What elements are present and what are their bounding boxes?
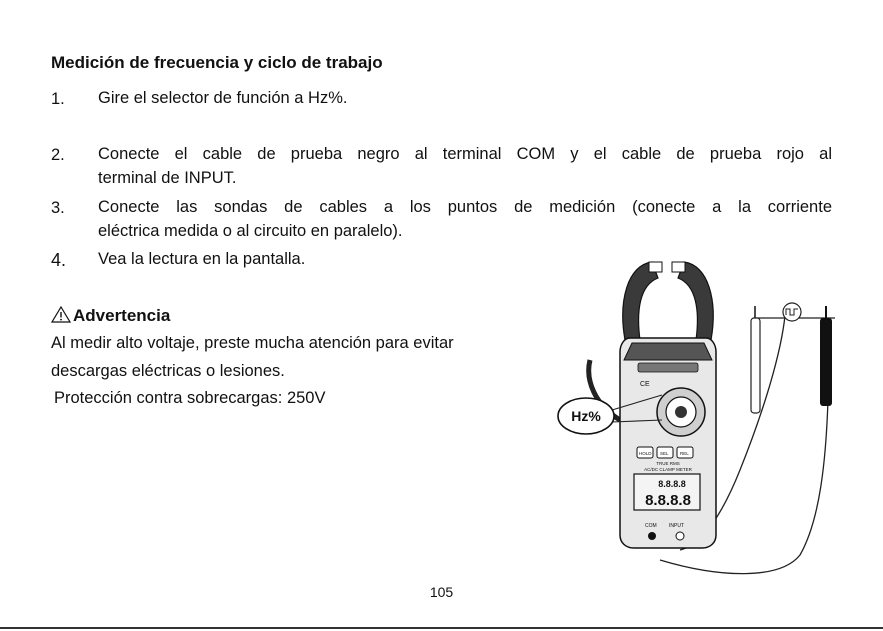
- clamp-meter-figure: [540, 255, 840, 585]
- step-3-number: 3.: [51, 199, 65, 217]
- step-2-line-2: terminal de INPUT.: [98, 169, 237, 187]
- hz-percent-label: Hz%: [571, 408, 601, 424]
- step-2-line-1: Conecte el cable de prueba negro al terminal COM y el cable de prueba rojo al: [98, 145, 832, 163]
- warning-line-2: descargas eléctricas o lesiones.: [51, 362, 285, 380]
- input-terminal-label: INPUT: [669, 523, 684, 529]
- rel-button-label: REL: [680, 451, 689, 456]
- lcd-secondary-reading: 8.8.8.8: [658, 479, 686, 489]
- warning-title-text: Advertencia: [73, 306, 171, 325]
- warning-line-3: Protección contra sobrecargas: 250V: [54, 389, 326, 407]
- bottom-rule: [0, 627, 883, 629]
- warning-line-1: Al medir alto voltaje, preste mucha atención para evitar: [51, 334, 454, 352]
- com-terminal-label: COM: [645, 523, 657, 529]
- step-3-line-2: eléctrica medida o al circuito en paralelo).: [98, 222, 403, 240]
- step-1-text: Gire el selector de función a Hz%.: [98, 89, 348, 107]
- sel-button-label: SEL: [660, 451, 669, 456]
- step-3-line-1: Conecte las sondas de cables a los puntos de medición (conecte a la corriente: [98, 198, 832, 216]
- lcd-main-reading: 8.8.8.8: [645, 492, 691, 509]
- black-probe: [820, 318, 832, 406]
- step-1-number: 1.: [51, 90, 65, 108]
- meter-subheader: AC/DC CLAMP METER: [644, 467, 692, 472]
- section-heading: Medición de frecuencia y ciclo de trabajo: [51, 53, 383, 72]
- warning-icon: [51, 306, 71, 323]
- right-jaw: [678, 262, 713, 340]
- step-2-number: 2.: [51, 146, 65, 164]
- input-terminal: [676, 532, 684, 540]
- warning-title: [51, 306, 170, 326]
- step-4-text: Vea la lectura en la pantalla.: [98, 250, 306, 268]
- hold-button-label: HOLD: [639, 451, 652, 456]
- meter-header: TRUE RMS: [656, 461, 680, 466]
- left-jaw: [623, 262, 658, 340]
- ce-mark: CE: [640, 381, 650, 388]
- com-terminal: [648, 532, 656, 540]
- red-probe: [751, 318, 760, 413]
- page-number: 105: [429, 584, 454, 600]
- step-4-number: 4.: [51, 250, 67, 270]
